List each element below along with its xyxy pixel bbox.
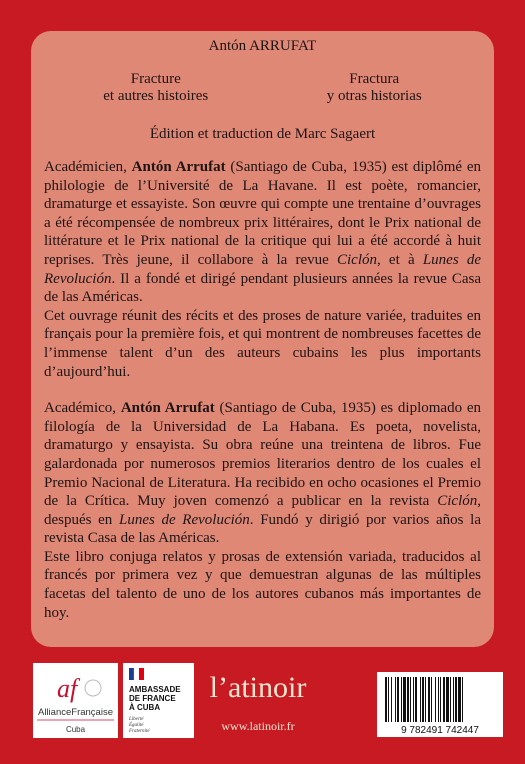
svg-text:9 782491 742447: 9 782491 742447 bbox=[401, 725, 479, 736]
svg-text:À CUBA: À CUBA bbox=[129, 703, 161, 712]
svg-text:Égalité: Égalité bbox=[129, 723, 144, 728]
svg-text:Liberté: Liberté bbox=[129, 717, 144, 722]
title-spanish: Fractura y otras historias bbox=[326, 71, 422, 104]
svg-text:DE FRANCE: DE FRANCE bbox=[129, 694, 176, 703]
titles bbox=[44, 71, 481, 105]
bio-french: Académicien, Antón Arrufat (Santiago de Cuba, 1935) est diplômé en philologie de l’Université de La Havane. Il est poète, romancier, dramaturge et essayiste. Son œuvre qui compte une trentaine d’ouvrages a été récompensée de nombreux prix littéraires, dont le Prix national de littérature et le Prix national de la critique qui lui a été accordé à huit reprises. Très jeune, il collabore à la revue Ciclón, et à Lunes de Revolución. Il a fondé et dirigé pendant plusieurs années la revue Casa de las Américas. Cet ouvrage réunit des récits et des proses de nature variée, traduites en français pour la première fois, et qui montrent de nombreuses facettes de l’immense talent d’un des auteurs cubains les plus importants d’aujourd’hui. bbox=[44, 159, 482, 380]
svg-text:Cuba: Cuba bbox=[65, 725, 86, 734]
alliance-francaise-logo bbox=[33, 663, 118, 738]
author-name: Antón ARRUFAT bbox=[208, 38, 317, 54]
publisher-website: www.latinoir.fr bbox=[221, 719, 295, 733]
bio-spanish: Académico, Antón Arrufat (Santiago de Cuba, 1935) es diplomado en filología de la Universidad de La Habana. Es poeta, novelista, dramaturgo y ensayista. Su obra reúne una treintena de libros. Fue galardonada por numerosos premios literarios dentro de los cuales el Premio Nacional de Literatura. Ha recibido en ocho ocasiones el Premio de la Crítica. Muy joven comenzó a publicar en la revista Ciclón, después en Lunes de Revolución. Fundó y dirigió por varios años la revista Casa de las Américas. Este libro conjuga relatos y prosas de extensión variada, traducidos al francés por primera vez y que demuestran algunas de las múltiples facetas del talento de uno de los autores cubanos más importantes de hoy. bbox=[44, 400, 481, 621]
svg-text:Fraternité: Fraternité bbox=[129, 729, 150, 734]
embassy-of-france-logo bbox=[123, 663, 194, 738]
svg-text:AMBASSADE: AMBASSADE bbox=[129, 685, 181, 694]
svg-text:af: af bbox=[57, 674, 78, 703]
back-cover-panel bbox=[31, 31, 494, 647]
title-french: Fracture et autres histoires bbox=[103, 71, 209, 104]
edition-credit: Édition et traduction de Marc Sagaert bbox=[149, 126, 376, 142]
svg-text:AllianceFrançaise: AllianceFrançaise bbox=[38, 707, 113, 718]
isbn-barcode bbox=[377, 672, 503, 737]
publisher-logo bbox=[206, 672, 310, 734]
publisher-name: l’atinoir bbox=[209, 671, 307, 704]
